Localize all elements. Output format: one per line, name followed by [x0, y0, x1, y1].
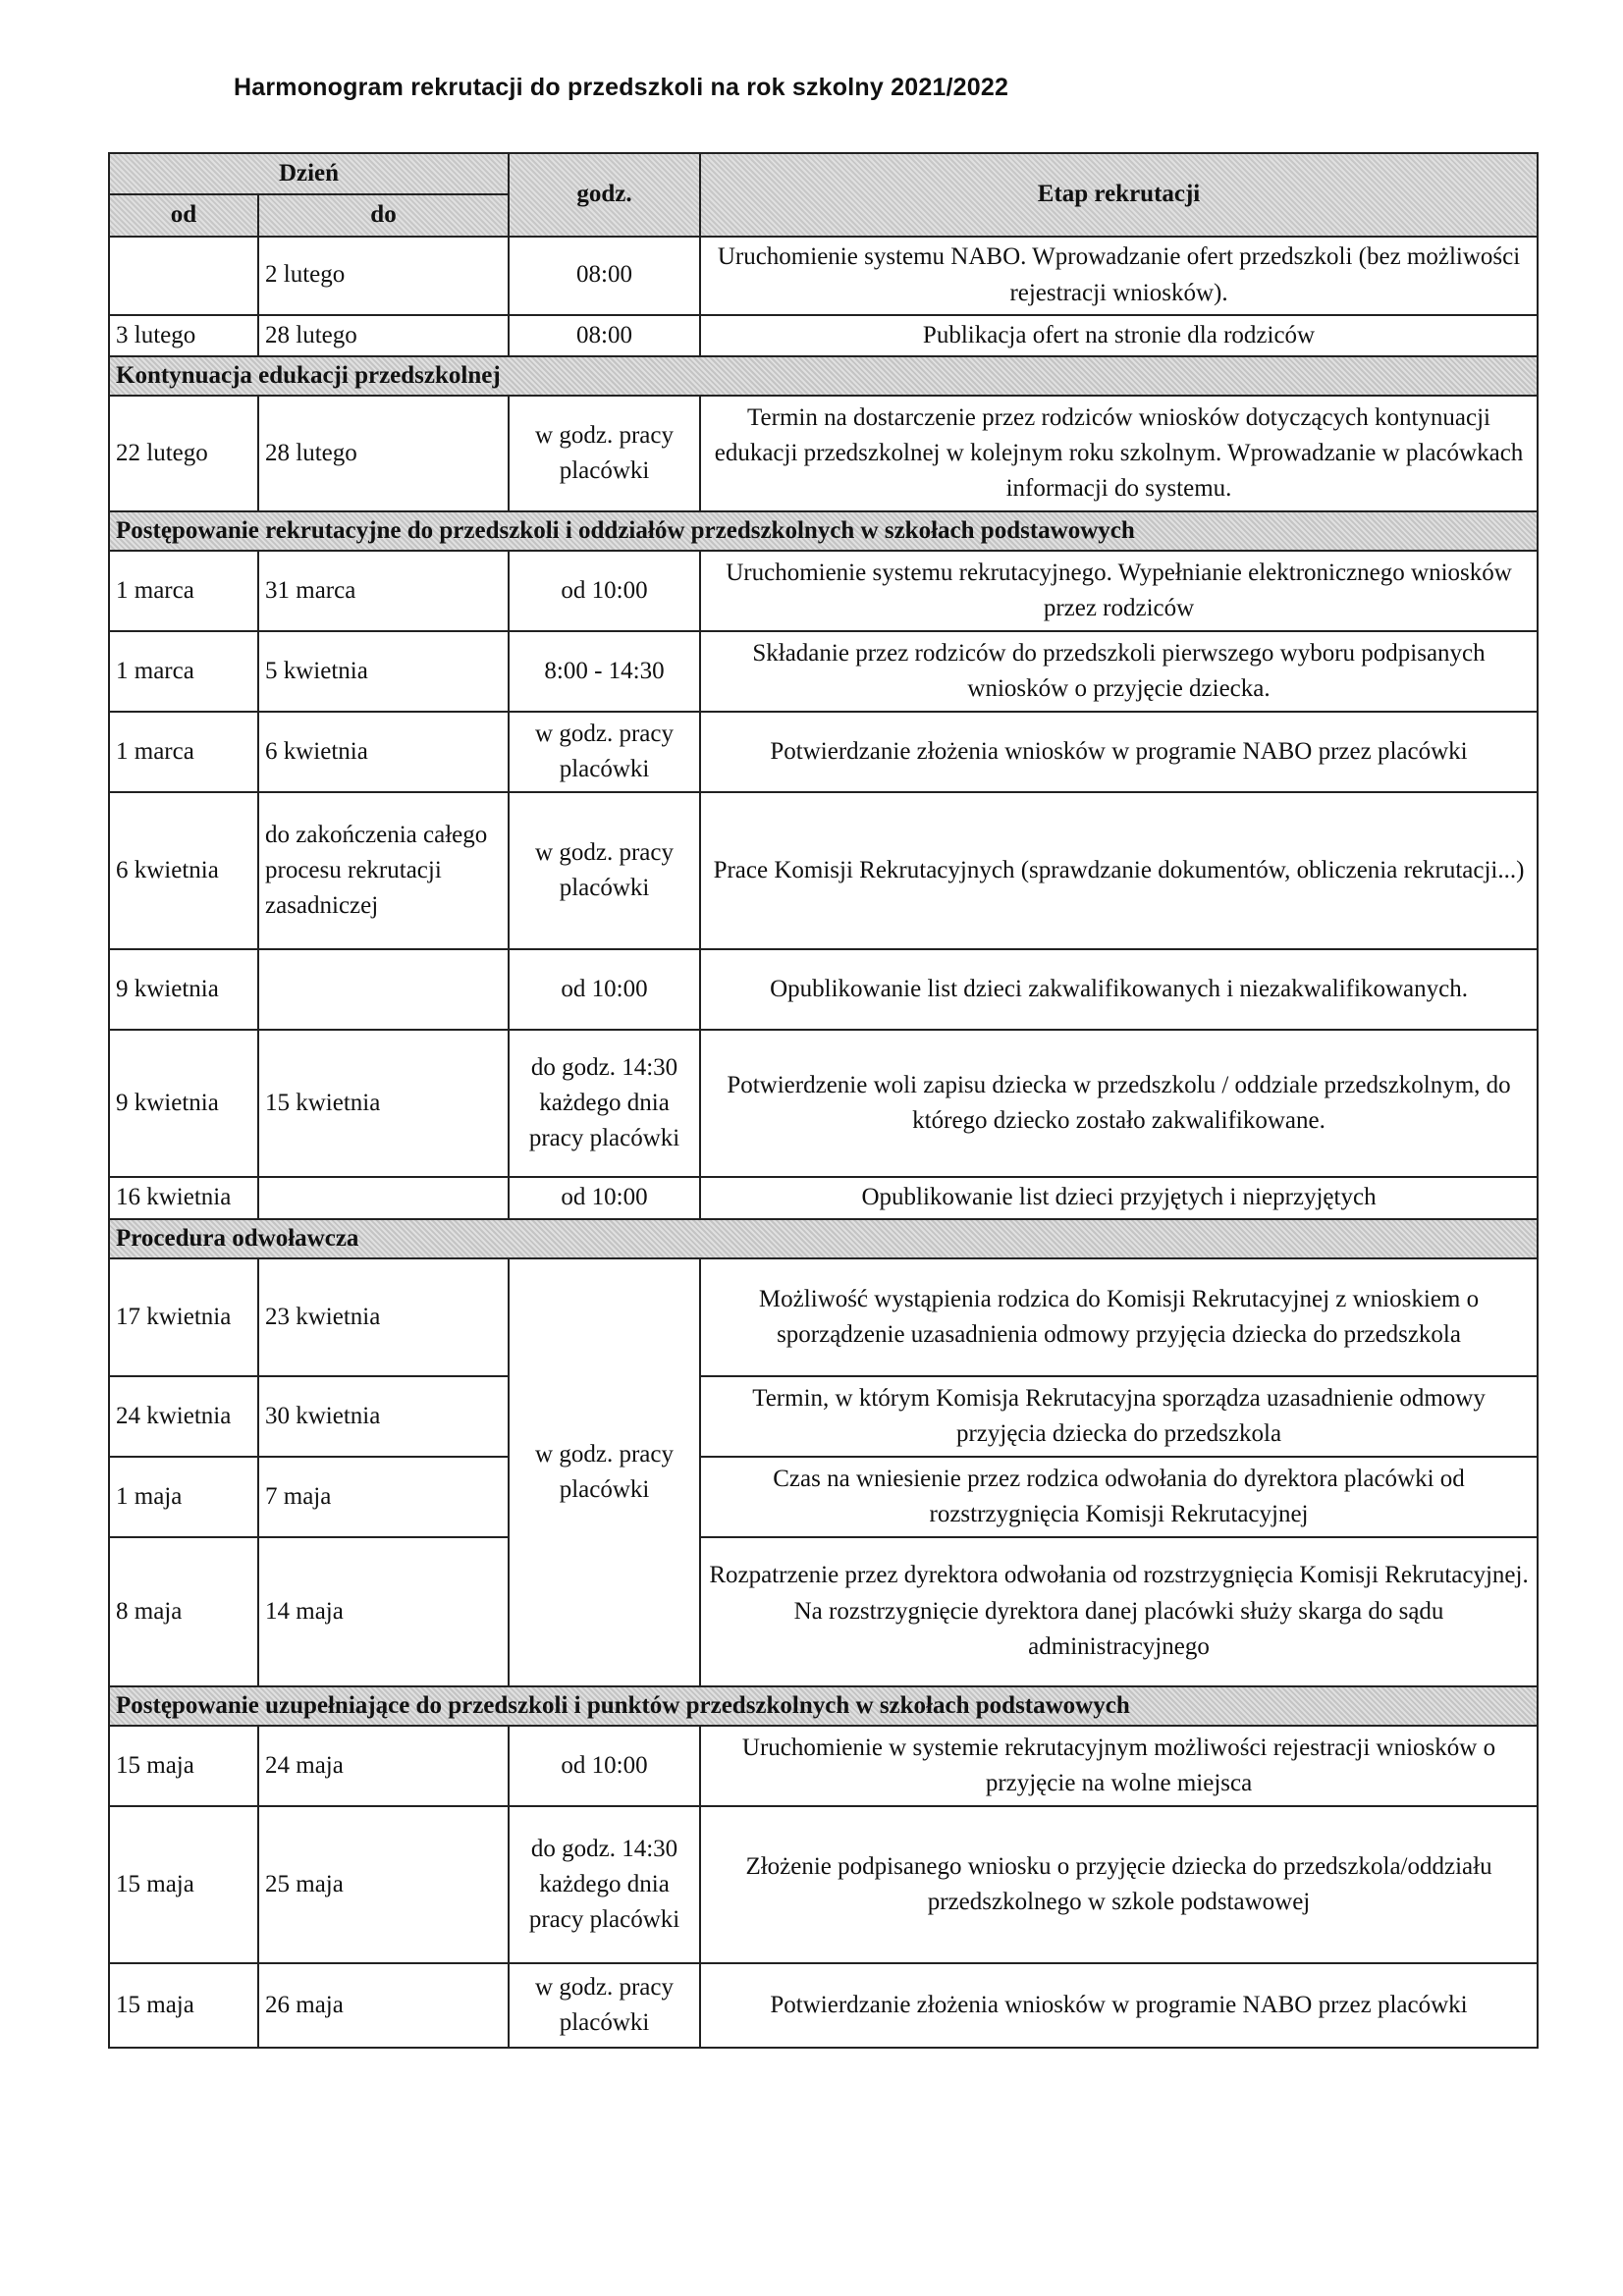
- header-etap: Etap rekrutacji: [700, 153, 1538, 237]
- table-row: [109, 551, 1538, 631]
- cell-do: 2 lutego: [258, 237, 509, 315]
- table-row: [109, 712, 1538, 792]
- cell-do: do zakończenia całego procesu rekrutacji zasadniczej: [258, 792, 509, 949]
- header-do: do: [258, 194, 509, 236]
- cell-od: 1 maja: [109, 1457, 258, 1537]
- cell-od: 3 lutego: [109, 315, 258, 356]
- cell-godz: 8:00 - 14:30: [509, 631, 700, 712]
- table-row: [109, 237, 1538, 315]
- cell-etap: Prace Komisji Rekrutacyjnych (sprawdzanie dokumentów, obliczenia rekrutacji...): [700, 792, 1538, 949]
- cell-godz: w godz. pracy placówki: [509, 712, 700, 792]
- cell-etap: Termin, w którym Komisja Rekrutacyjna sporządza uzasadnienie odmowy przyjęcia dziecka do przedszkola: [700, 1376, 1538, 1457]
- cell-etap: Czas na wniesienie przez rodzica odwołania do dyrektora placówki od rozstrzygnięcia Komisji Rekrutacyjnej: [700, 1457, 1538, 1537]
- cell-od: 15 maja: [109, 1726, 258, 1806]
- cell-etap: Potwierdzanie złożenia wniosków w programie NABO przez placówki: [700, 1963, 1538, 2048]
- table-row: [109, 1537, 1538, 1686]
- cell-do: 5 kwietnia: [258, 631, 509, 712]
- table-row: [109, 631, 1538, 712]
- table-row: [109, 949, 1538, 1030]
- cell-od: 24 kwietnia: [109, 1376, 258, 1457]
- cell-do: 15 kwietnia: [258, 1030, 509, 1177]
- section-title: Procedura odwoławcza: [109, 1219, 1538, 1258]
- table-row: [109, 1258, 1538, 1376]
- cell-etap: Publikacja ofert na stronie dla rodziców: [700, 315, 1538, 356]
- section-header: [109, 1686, 1538, 1726]
- cell-godz: od 10:00: [509, 1177, 700, 1218]
- cell-godz-shared: w godz. pracy placówki: [509, 1258, 700, 1686]
- table-row: [109, 792, 1538, 949]
- cell-od: 15 maja: [109, 1806, 258, 1963]
- cell-do: [258, 1177, 509, 1218]
- schedule-table: [108, 152, 1539, 2049]
- table-row: [109, 315, 1538, 356]
- cell-do: 14 maja: [258, 1537, 509, 1686]
- cell-od: 6 kwietnia: [109, 792, 258, 949]
- cell-do: 28 lutego: [258, 315, 509, 356]
- cell-do: 31 marca: [258, 551, 509, 631]
- cell-godz: 08:00: [509, 237, 700, 315]
- cell-godz: w godz. pracy placówki: [509, 1963, 700, 2048]
- cell-godz: od 10:00: [509, 949, 700, 1030]
- table-row: [109, 1457, 1538, 1537]
- cell-od: 22 lutego: [109, 396, 258, 511]
- table-row: [109, 1177, 1538, 1218]
- section-header: [109, 511, 1538, 551]
- cell-od: 9 kwietnia: [109, 1030, 258, 1177]
- cell-do: 30 kwietnia: [258, 1376, 509, 1457]
- cell-godz: w godz. pracy placówki: [509, 792, 700, 949]
- cell-od: 1 marca: [109, 631, 258, 712]
- cell-do: 23 kwietnia: [258, 1258, 509, 1376]
- cell-etap: Możliwość wystąpienia rodzica do Komisji Rekrutacyjnej z wnioskiem o sporządzenie uzasadnienia odmowy przyjęcia dziecka do przedszkola: [700, 1258, 1538, 1376]
- header-dzien: Dzień: [109, 153, 509, 194]
- section-header: [109, 1219, 1538, 1258]
- cell-do: 6 kwietnia: [258, 712, 509, 792]
- cell-etap: Potwierdzanie złożenia wniosków w programie NABO przez placówki: [700, 712, 1538, 792]
- header-row: [109, 153, 1538, 194]
- cell-do: 25 maja: [258, 1806, 509, 1963]
- cell-etap: Uruchomienie systemu NABO. Wprowadzanie ofert przedszkoli (bez możliwości rejestracji wniosków).: [700, 237, 1538, 315]
- section-title: Postępowanie uzupełniające do przedszkoli i punktów przedszkolnych w szkołach podstawowych: [109, 1686, 1538, 1726]
- cell-od: 8 maja: [109, 1537, 258, 1686]
- cell-od: 1 marca: [109, 712, 258, 792]
- section-header: [109, 356, 1538, 396]
- cell-od: 9 kwietnia: [109, 949, 258, 1030]
- table-row: [109, 1806, 1538, 1963]
- page-title: Harmonogram rekrutacji do przedszkoli na rok szkolny 2021/2022: [234, 74, 1009, 101]
- cell-etap: Uruchomienie systemu rekrutacyjnego. Wypełnianie elektronicznego wniosków przez rodziców: [700, 551, 1538, 631]
- cell-etap: Potwierdzenie woli zapisu dziecka w przedszkolu / oddziale przedszkolnym, do którego dziecko zostało zakwalifikowane.: [700, 1030, 1538, 1177]
- cell-godz: od 10:00: [509, 1726, 700, 1806]
- cell-do: 28 lutego: [258, 396, 509, 511]
- cell-etap: Złożenie podpisanego wniosku o przyjęcie dziecka do przedszkola/oddziału przedszkolnego w szkole podstawowej: [700, 1806, 1538, 1963]
- cell-godz: do godz. 14:30 każdego dnia pracy placówki: [509, 1030, 700, 1177]
- cell-godz: 08:00: [509, 315, 700, 356]
- table-row: [109, 1030, 1538, 1177]
- cell-od: 1 marca: [109, 551, 258, 631]
- cell-etap: Termin na dostarczenie przez rodziców wniosków dotyczących kontynuacji edukacji przedszkolnej w kolejnym roku szkolnym. Wprowadzanie w placówkach informacji do systemu.: [700, 396, 1538, 511]
- cell-od: 17 kwietnia: [109, 1258, 258, 1376]
- header-godz: godz.: [509, 153, 700, 237]
- cell-od: 16 kwietnia: [109, 1177, 258, 1218]
- cell-od: 15 maja: [109, 1963, 258, 2048]
- cell-etap: Opublikowanie list dzieci zakwalifikowanych i niezakwalifikowanych.: [700, 949, 1538, 1030]
- header-od: od: [109, 194, 258, 236]
- cell-godz: od 10:00: [509, 551, 700, 631]
- section-title: Postępowanie rekrutacyjne do przedszkoli i oddziałów przedszkolnych w szkołach podstawowych: [109, 511, 1538, 551]
- cell-godz: do godz. 14:30 każdego dnia pracy placówki: [509, 1806, 700, 1963]
- table-row: [109, 1963, 1538, 2048]
- cell-etap: Składanie przez rodziców do przedszkoli pierwszego wyboru podpisanych wniosków o przyjęcie dziecka.: [700, 631, 1538, 712]
- cell-do: 24 maja: [258, 1726, 509, 1806]
- cell-godz: w godz. pracy placówki: [509, 396, 700, 511]
- cell-od: [109, 237, 258, 315]
- cell-do: 26 maja: [258, 1963, 509, 2048]
- cell-etap: Rozpatrzenie przez dyrektora odwołania od rozstrzygnięcia Komisji Rekrutacyjnej. Na rozstrzygnięcie dyrektora danej placówki służy skarga do sądu administracyjnego: [700, 1537, 1538, 1686]
- section-title: Kontynuacja edukacji przedszkolnej: [109, 356, 1538, 396]
- table-row: [109, 1376, 1538, 1457]
- cell-etap: Uruchomienie w systemie rekrutacyjnym możliwości rejestracji wniosków o przyjęcie na wolne miejsca: [700, 1726, 1538, 1806]
- cell-do: 7 maja: [258, 1457, 509, 1537]
- cell-do: [258, 949, 509, 1030]
- table-row: [109, 396, 1538, 511]
- cell-etap: Opublikowanie list dzieci przyjętych i nieprzyjętych: [700, 1177, 1538, 1218]
- table-row: [109, 1726, 1538, 1806]
